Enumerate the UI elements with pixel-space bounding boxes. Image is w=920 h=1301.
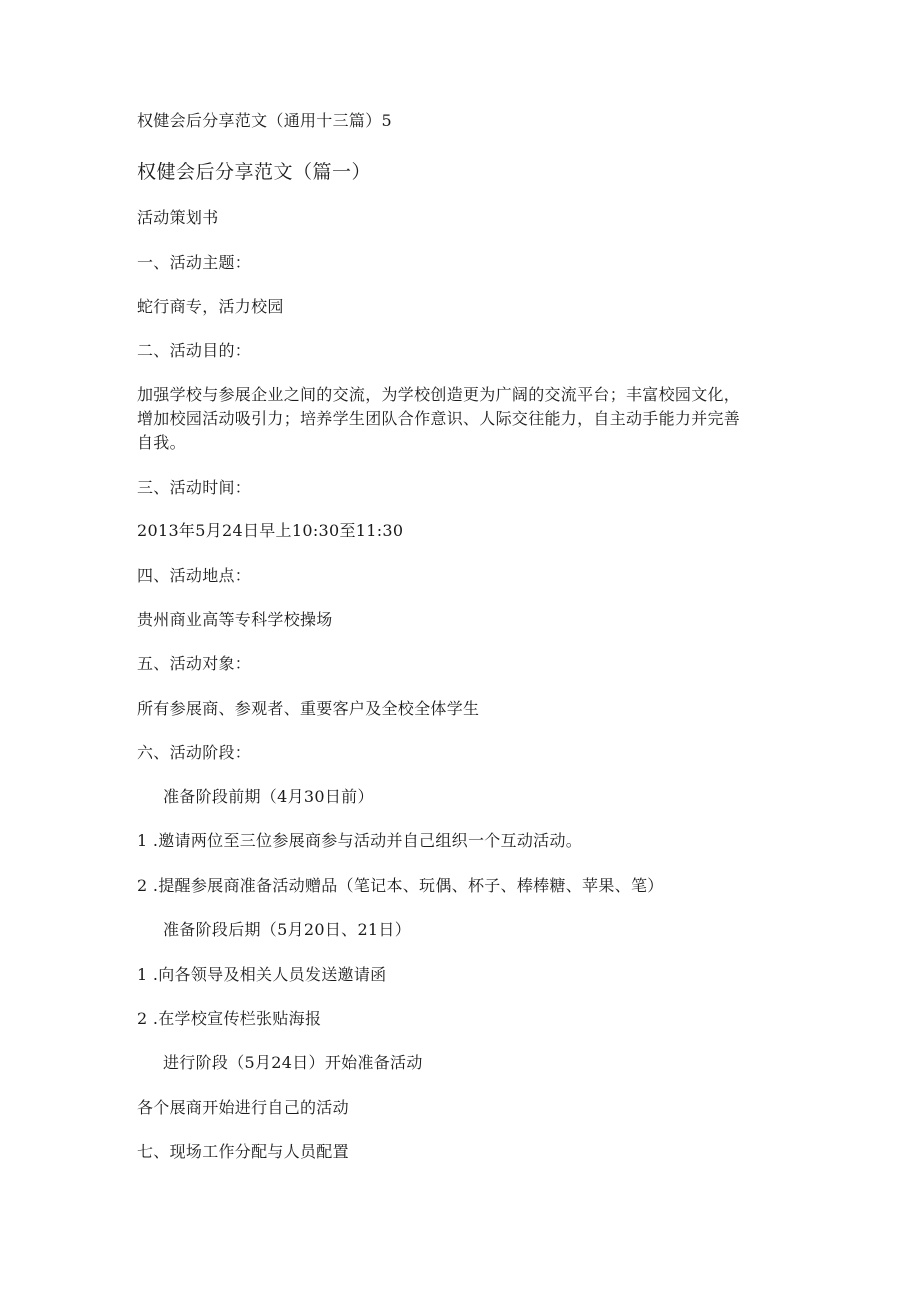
heading-theme: 一、活动主题： <box>137 253 252 272</box>
heading-staffing: 七、现场工作分配与人员配置 <box>137 1142 349 1161</box>
heading-purpose: 二、活动目的： <box>137 341 252 360</box>
location-text: 贵州商业高等专科学校操场 <box>137 610 333 629</box>
stage1-item: 1 .邀请两位至三位参展商参与活动并自己组织一个互动活动。 <box>137 831 583 850</box>
stage2-item: 2 .在学校宣传栏张贴海报 <box>137 1009 322 1028</box>
heading-time: 三、活动时间： <box>137 478 252 497</box>
purpose-paragraph <box>137 383 777 455</box>
purpose-line: 自我。 <box>137 433 186 452</box>
heading-stages: 六、活动阶段： <box>137 743 252 762</box>
purpose-line: 增加校园活动吸引力；培养学生团队合作意识、人际交往能力，自主动手能力并完善 <box>137 409 741 428</box>
stage1-title: 准备阶段前期（4月30日前） <box>163 787 374 806</box>
time-text: 2013年5月24日早上10:30至11:30 <box>137 521 404 540</box>
section-title: 权健会后分享范文（篇一） <box>137 161 372 183</box>
stage2-item: 1 .向各领导及相关人员发送邀请函 <box>137 965 387 984</box>
stage3-title: 进行阶段（5月24日）开始准备活动 <box>163 1053 423 1072</box>
stage3-text: 各个展商开始进行自己的活动 <box>137 1098 349 1117</box>
heading-location: 四、活动地点： <box>137 566 252 585</box>
stage1-item: 2 .提醒参展商准备活动赠品（笔记本、玩偶、杯子、棒棒糖、苹果、笔） <box>137 876 664 895</box>
heading-audience: 五、活动对象： <box>137 654 252 673</box>
theme-text: 蛇行商专，活力校园 <box>137 297 284 316</box>
stage2-title: 准备阶段后期（5月20日、21日） <box>163 920 411 939</box>
collection-title: 权健会后分享范文（通用十三篇）5 <box>137 111 392 130</box>
purpose-line: 加强学校与参展企业之间的交流，为学校创造更为广阔的交流平台；丰富校园文化， <box>137 385 741 404</box>
audience-text: 所有参展商、参观者、重要客户及全校全体学生 <box>137 699 480 718</box>
doc-type: 活动策划书 <box>137 208 219 227</box>
